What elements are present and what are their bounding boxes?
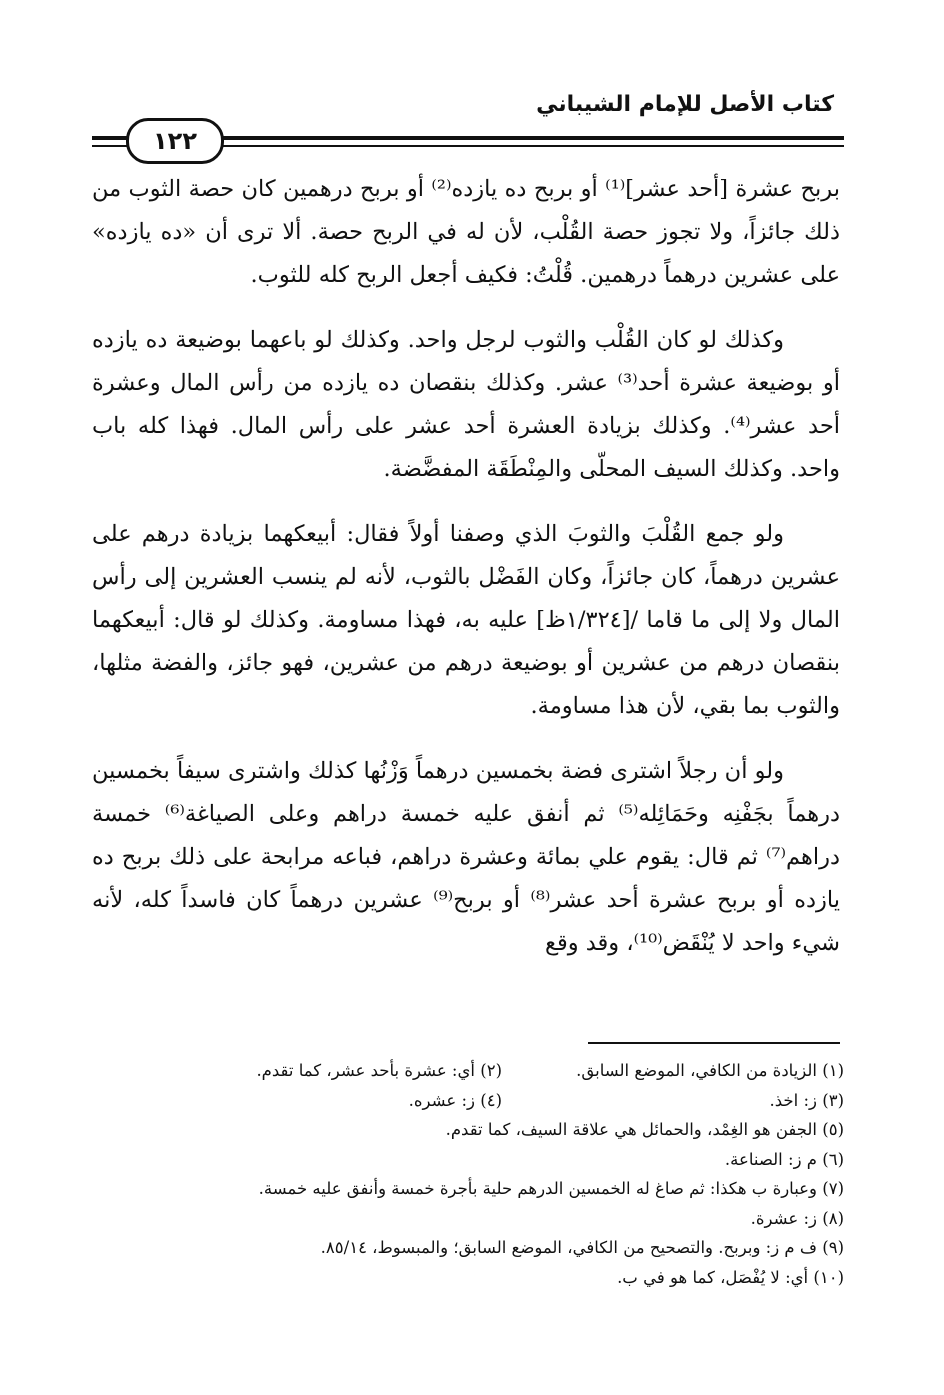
footnotes [92, 1056, 844, 1292]
page-number: ١٢٢ [126, 118, 224, 164]
footnote-8: (٨) ز: عشرة. [750, 1208, 844, 1228]
paragraph-3: ولو جمع القُلْبَ والثوبَ الذي وصفنا أولاً فقال: أبيعكهما بزيادة درهم على عشرين درهماً، كان جائزاً، وكان الفَضْل بالثوب، لأنه لم ينسب العشرين إلى رأس المال ولا إلى ما قاما /[١/٣٢٤ظ] عليه به، فهذا مساومة. وكذلك لو قال: أبيعكهما بنقصان درهم من عشرين أو بوضيعة درهم من عشرين، فهو جائز، والفضة مثلها، والثوب بما بقي، لأن هذا مساومة. [92, 521, 840, 719]
footnote-row [92, 1233, 844, 1263]
footnote-4: (٤) ز: عشره. [408, 1090, 502, 1110]
footnote-1: (١) الزيادة من الكافي، الموضع السابق. [576, 1061, 844, 1080]
footnote-row [92, 1204, 844, 1234]
footnote-9: (٩) ف م ز: وبربح. والتصحيح من الكافي، الموضع السابق؛ والمبسوط، ٨٥/١٤. [320, 1238, 844, 1257]
footnote-row [92, 1086, 844, 1116]
footnote-row [92, 1145, 844, 1175]
main-text [92, 168, 840, 987]
running-header-title: كتاب الأصل للإمام الشيباني [536, 92, 834, 117]
paragraph-4: ولو أن رجلاً اشترى فضة بخمسين درهماً وَزْنُها كذلك واشترى سيفاً بخمسين درهماً بجَفْنِه وحَمَائِله⁽⁵⁾ ثم أنفق عليه خمسة دراهم وعلى الصياغة⁽⁶⁾ خمسة دراهم⁽⁷⁾ ثم قال: يقوم علي بمائة وعشرة دراهم، فباعه مرابحة على ذلك بربح ده يازده أو بربح عشرة أحد عشر⁽⁸⁾ أو بربح⁽⁹⁾ عشرين درهماً كان فاسداً كله، لأنه شيء واحد لا يُنْقَض⁽¹⁰⁾، وقد وقع [92, 758, 840, 956]
footnote-2: (٢) أي: عشرة بأحد عشر، كما تقدم. [256, 1061, 502, 1080]
footnote-10: (١٠) أي: لا يُفْصَل، كما هو في ب. [617, 1267, 844, 1287]
footnote-7: (٧) وعبارة ب هكذا: ثم صاغ له الخمسين الدرهم حلية بأجرة خمسة وأنفق عليه خمسة. [258, 1179, 844, 1198]
paragraph-1: بربح عشرة [أحد عشر]⁽¹⁾ أو بربح ده يازده⁽²⁾ أو بربح درهمين كان حصة الثوب من ذلك جائزاً، ولا تجوز حصة القُلْب، لأن له في الربح حصة. ألا ترى أن «ده يازده» على عشرين درهماً درهمين. قُلْتُ: فكيف أجعل الربح كله للثوب. [92, 176, 840, 288]
footnote-3: (٣) ز: اخذ. [769, 1090, 844, 1110]
footnote-row [92, 1115, 844, 1145]
footnote-row [92, 1174, 844, 1204]
footnote-separator [588, 1042, 840, 1044]
footnote-5: (٥) الجفن هو الغِمْد، والحمائل هي علاقة السيف، كما تقدم. [445, 1120, 844, 1139]
footnote-row [92, 1056, 844, 1086]
paragraph-2: وكذلك لو كان القُلْب والثوب لرجل واحد. وكذلك لو باعهما بوضيعة ده يازده أو بوضيعة عشرة أحد⁽³⁾ عشر. وكذلك بنقصان ده يازده من رأس المال وعشرة أحد عشر⁽⁴⁾. وكذلك بزيادة العشرة أحد عشر على رأس المال. فهذا كله باب واحد. وكذلك السيف المحلّى والمِنْطَقَة المفضَّضة. [92, 327, 841, 482]
footnote-6: (٦) م ز: الصناعة. [724, 1149, 844, 1169]
footnote-row [92, 1263, 844, 1293]
